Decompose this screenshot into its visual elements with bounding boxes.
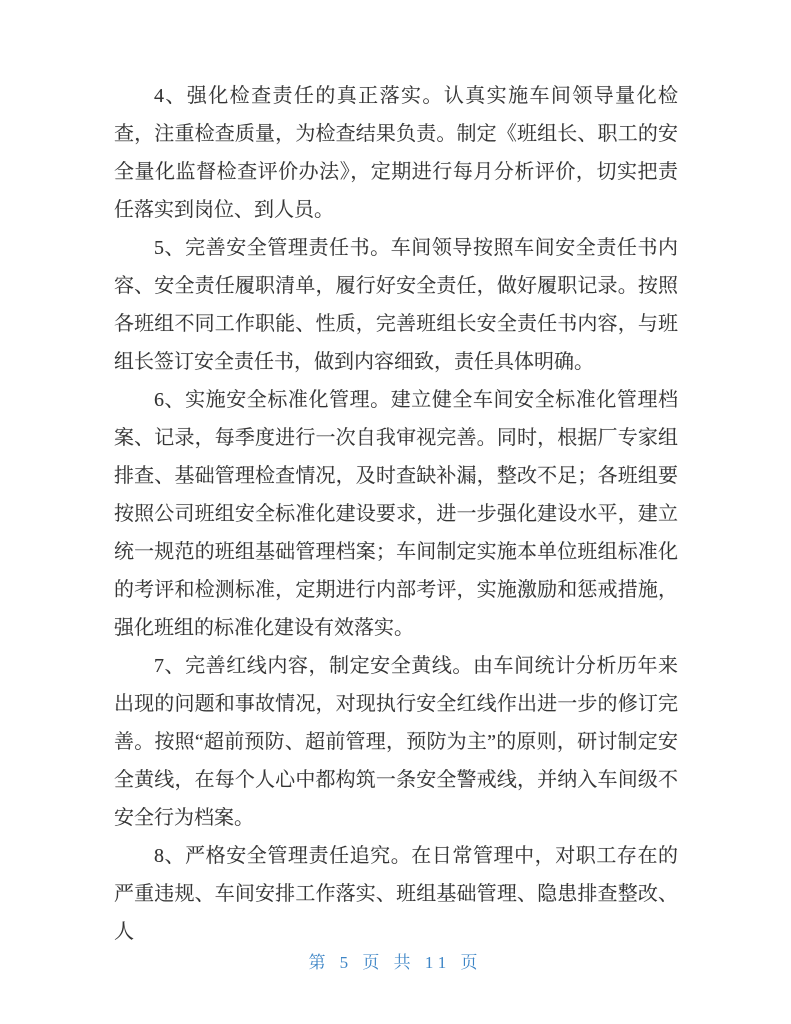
paragraph-4: 4、强化检查责任的真正落实。认真实施车间领导量化检查，注重检查质量，为检查结果负责。制定《班组长、职工的安全量化监督检查评价办法》，定期进行每月分析评价，切实把责任落实到岗位、到人员。 [114,85,678,221]
page-number-footer: 第 5 页 共 11 页 [308,953,483,972]
document-body [114,77,678,951]
paragraph-7: 7、完善红线内容，制定安全黄线。由车间统计分析历年来出现的问题和事故情况，对现执行安全红线作出进一步的修订完善。按照“超前预防、超前管理，预防为主”的原则，研讨制定安全黄线，在每个人心中都构筑一条安全警戒线，并纳入车间级不安全行为档案。 [114,655,678,829]
paragraph-6: 6、实施安全标准化管理。建立健全车间安全标准化管理档案、记录，每季度进行一次自我审视完善。同时，根据厂专家组排查、基础管理检查情况，及时查缺补漏，整改不足；各班组要按照公司班组安全标准化建设要求，进一步强化建设水平，建立统一规范的班组基础管理档案；车间制定实施本单位班组标准化的考评和检测标准，定期进行内部考评，实施激励和惩戒措施，强化班组的标准化建设有效落实。 [114,389,678,639]
paragraph-8: 8、严格安全管理责任追究。在日常管理中，对职工存在的严重违规、车间安排工作落实、班组基础管理、隐患排查整改、人 [114,845,678,943]
paragraph-5: 5、完善安全管理责任书。车间领导按照车间安全责任书内容、安全责任履职清单，履行好安全责任，做好履职记录。按照各班组不同工作职能、性质，完善班组长安全责任书内容，与班组长签订安全责任书，做到内容细致，责任具体明确。 [114,237,678,373]
